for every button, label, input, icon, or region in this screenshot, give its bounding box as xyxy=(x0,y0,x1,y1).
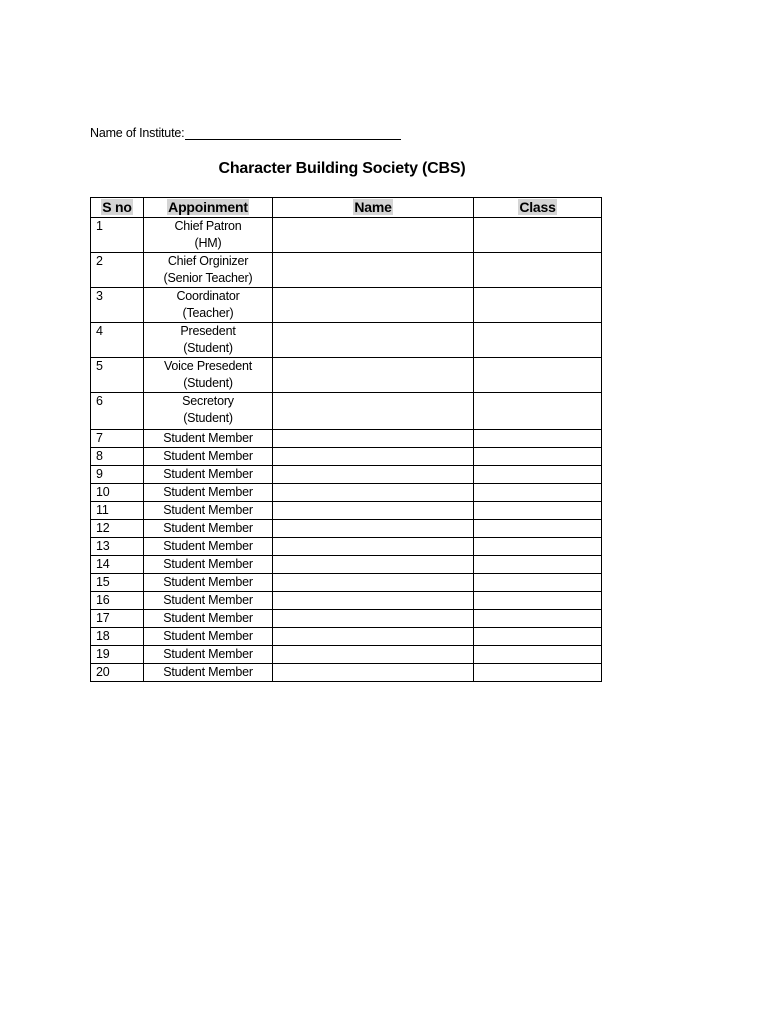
header-appointment: Appoinment xyxy=(144,198,273,218)
cell-sno: 11 xyxy=(91,502,144,520)
appointment-role: (HM) xyxy=(194,236,222,250)
cell-sno: 3 xyxy=(91,288,144,323)
cell-name[interactable] xyxy=(273,288,474,323)
table-row xyxy=(91,358,602,393)
appointment-role: (Teacher) xyxy=(182,306,234,320)
cell-class[interactable] xyxy=(474,610,602,628)
cell-name[interactable] xyxy=(273,538,474,556)
appointment-title: Student Member xyxy=(163,647,253,661)
table-row xyxy=(91,288,602,323)
appointment-title: Student Member xyxy=(163,557,253,571)
appointment-title: Presedent xyxy=(180,324,236,338)
cell-name[interactable] xyxy=(273,430,474,448)
cell-sno: 16 xyxy=(91,592,144,610)
cell-name[interactable] xyxy=(273,393,474,430)
cell-name[interactable] xyxy=(273,218,474,253)
cell-sno: 13 xyxy=(91,538,144,556)
cell-class[interactable] xyxy=(474,520,602,538)
cell-class[interactable] xyxy=(474,466,602,484)
table-row xyxy=(91,610,602,628)
table-header-row xyxy=(91,198,602,218)
cell-name[interactable] xyxy=(273,610,474,628)
cell-appointment xyxy=(144,484,273,502)
institute-field xyxy=(90,126,401,140)
cell-class[interactable] xyxy=(474,323,602,358)
cell-sno: 15 xyxy=(91,574,144,592)
cell-appointment xyxy=(144,288,273,323)
cell-sno: 20 xyxy=(91,664,144,682)
cell-class[interactable] xyxy=(474,538,602,556)
cell-name[interactable] xyxy=(273,253,474,288)
appointment-title: Student Member xyxy=(163,575,253,589)
cell-name[interactable] xyxy=(273,502,474,520)
table-row xyxy=(91,323,602,358)
appointment-title: Secretory xyxy=(182,394,234,408)
cell-sno: 14 xyxy=(91,556,144,574)
cell-appointment xyxy=(144,502,273,520)
appointment-role: (Senior Teacher) xyxy=(163,271,253,285)
cell-sno: 4 xyxy=(91,323,144,358)
appointment-title: Chief Orginizer xyxy=(167,254,249,268)
appointment-title: Student Member xyxy=(163,485,253,499)
cell-name[interactable] xyxy=(273,358,474,393)
cell-sno: 6 xyxy=(91,393,144,430)
cell-appointment xyxy=(144,323,273,358)
cell-sno: 10 xyxy=(91,484,144,502)
appointment-title: Chief Patron xyxy=(174,219,242,233)
cell-sno: 2 xyxy=(91,253,144,288)
cell-sno: 12 xyxy=(91,520,144,538)
cell-name[interactable] xyxy=(273,466,474,484)
cell-name[interactable] xyxy=(273,520,474,538)
table-row xyxy=(91,538,602,556)
cell-appointment xyxy=(144,646,273,664)
table-row xyxy=(91,466,602,484)
table-row xyxy=(91,556,602,574)
cell-class[interactable] xyxy=(474,502,602,520)
cell-class[interactable] xyxy=(474,592,602,610)
appointment-role: (Student) xyxy=(183,341,233,355)
table-row xyxy=(91,253,602,288)
cell-appointment xyxy=(144,574,273,592)
appointment-title: Student Member xyxy=(163,629,253,643)
cell-appointment xyxy=(144,358,273,393)
cell-name[interactable] xyxy=(273,664,474,682)
table-row xyxy=(91,574,602,592)
appointment-title: Student Member xyxy=(163,665,253,679)
institute-label: Name of Institute: xyxy=(90,126,185,140)
cell-class[interactable] xyxy=(474,574,602,592)
cell-sno: 7 xyxy=(91,430,144,448)
cell-name[interactable] xyxy=(273,556,474,574)
cell-class[interactable] xyxy=(474,358,602,393)
cell-sno: 18 xyxy=(91,628,144,646)
cell-sno: 9 xyxy=(91,466,144,484)
cell-appointment xyxy=(144,520,273,538)
cell-sno: 19 xyxy=(91,646,144,664)
cell-name[interactable] xyxy=(273,448,474,466)
header-sno: S no xyxy=(91,198,144,218)
cell-appointment xyxy=(144,610,273,628)
cell-class[interactable] xyxy=(474,253,602,288)
cell-class[interactable] xyxy=(474,664,602,682)
cell-appointment xyxy=(144,538,273,556)
cell-class[interactable] xyxy=(474,556,602,574)
cell-name[interactable] xyxy=(273,484,474,502)
cell-appointment xyxy=(144,628,273,646)
appointment-role: (Student) xyxy=(183,411,233,425)
appointment-title: Student Member xyxy=(163,449,253,463)
cell-class[interactable] xyxy=(474,628,602,646)
table-row xyxy=(91,484,602,502)
table-row xyxy=(91,218,602,253)
cell-class[interactable] xyxy=(474,430,602,448)
cell-name[interactable] xyxy=(273,646,474,664)
table-row xyxy=(91,628,602,646)
cell-appointment xyxy=(144,448,273,466)
header-name: Name xyxy=(273,198,474,218)
appointment-title: Student Member xyxy=(163,593,253,607)
cell-appointment xyxy=(144,393,273,430)
cell-name[interactable] xyxy=(273,592,474,610)
cell-sno: 8 xyxy=(91,448,144,466)
appointment-title: Student Member xyxy=(163,539,253,553)
table-row xyxy=(91,664,602,682)
cell-appointment xyxy=(144,253,273,288)
table-row xyxy=(91,448,602,466)
appointment-title: Student Member xyxy=(163,503,253,517)
cell-class[interactable] xyxy=(474,393,602,430)
table-row xyxy=(91,393,602,430)
cell-sno: 17 xyxy=(91,610,144,628)
table-row xyxy=(91,646,602,664)
table-row xyxy=(91,520,602,538)
document-title: Character Building Society (CBS) xyxy=(218,160,466,177)
cell-name[interactable] xyxy=(273,628,474,646)
appointment-title: Voice Presedent xyxy=(163,359,253,373)
cell-appointment xyxy=(144,592,273,610)
appointment-role: (Student) xyxy=(183,376,233,390)
header-class: Class xyxy=(474,198,602,218)
appointment-title: Student Member xyxy=(163,521,253,535)
cell-class[interactable] xyxy=(474,646,602,664)
institute-blank-line[interactable] xyxy=(185,127,401,140)
table-row xyxy=(91,430,602,448)
appointment-title: Student Member xyxy=(163,611,253,625)
cell-class[interactable] xyxy=(474,484,602,502)
cell-appointment xyxy=(144,218,273,253)
table-row xyxy=(91,502,602,520)
table-row xyxy=(91,592,602,610)
appointment-title: Student Member xyxy=(163,467,253,481)
cell-sno: 1 xyxy=(91,218,144,253)
cell-name[interactable] xyxy=(273,574,474,592)
cell-name[interactable] xyxy=(273,323,474,358)
appointment-title: Coordinator xyxy=(176,289,240,303)
cell-appointment xyxy=(144,664,273,682)
cell-appointment xyxy=(144,466,273,484)
cell-class[interactable] xyxy=(474,448,602,466)
cell-sno: 5 xyxy=(91,358,144,393)
members-table xyxy=(90,197,602,682)
cell-class[interactable] xyxy=(474,288,602,323)
cell-class[interactable] xyxy=(474,218,602,253)
cell-appointment xyxy=(144,556,273,574)
cell-appointment xyxy=(144,430,273,448)
appointment-title: Student Member xyxy=(163,431,253,445)
